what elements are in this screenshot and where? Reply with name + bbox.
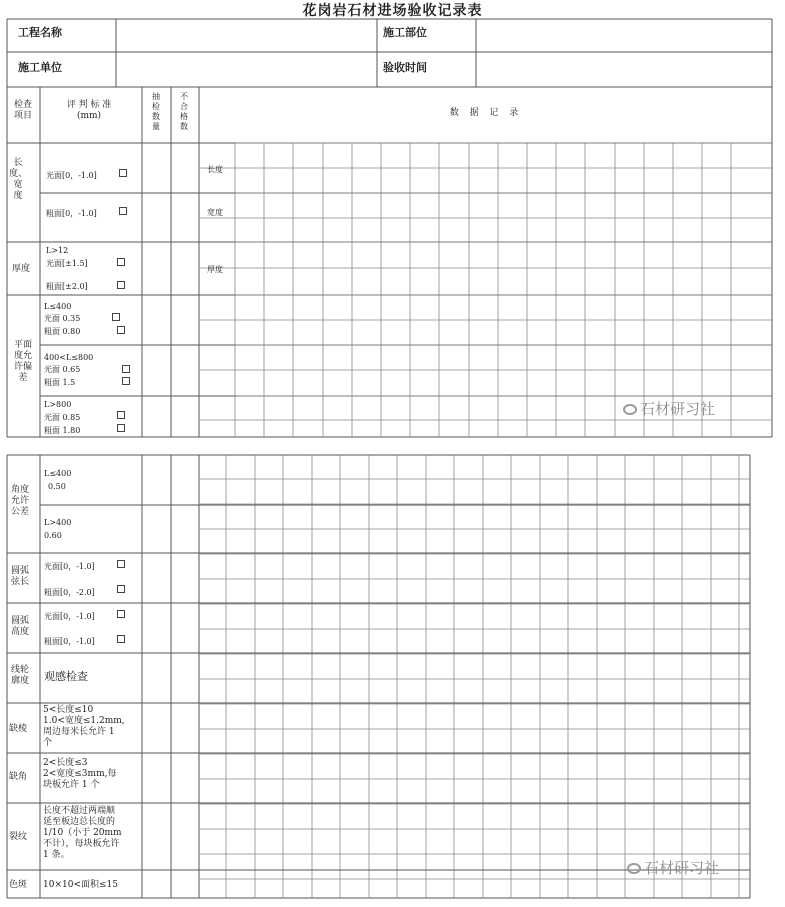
data-label-width: 宽度 [207,208,223,217]
criteria-thickness-head: L>12 [46,246,69,255]
checkbox-length-smooth[interactable] [119,169,127,177]
criteria-crack: 长度不超过两端顺 延至板边总长度的 1/10（小于 20mm 不计），每块板允许 1 条。 [43,806,122,860]
criteria-flatness-g2-smooth: 光面 0.65 [44,365,81,374]
construction-part-label: 施工部位 [383,26,427,39]
construction-unit-label: 施工单位 [18,61,62,74]
checkbox-arc-chord-rough[interactable] [117,585,125,593]
checkbox-thickness-smooth[interactable] [117,258,125,266]
criteria-corner-defect: 2<长度≤3 2<宽度≤3mm,每 块板允许 1 个 [43,758,117,790]
row-item-edge-defect: 缺棱 [9,724,28,734]
checkbox-flatness-g1-rough[interactable] [117,326,125,334]
column-header-sample-count: 抽 检 数 量 [152,92,160,131]
checkbox-flatness-g3-smooth[interactable] [117,411,125,419]
document-title: 花岗岩石材进场验收记录表 [302,3,483,19]
criteria-arc-height-smooth: 光面[0，-1.0] [44,612,95,621]
checkbox-thickness-rough[interactable] [117,281,125,289]
row-item-flatness: 平面 度允 许偏 差 [13,340,32,383]
row-item-profile: 线轮 廓度 [10,665,29,686]
criteria-flatness-g1-smooth: 光面 0.35 [44,314,81,323]
criteria-flatness-g3-head: L>800 [44,400,72,409]
criteria-profile: 观感检查 [44,670,88,683]
criteria-arc-chord-smooth: 光面[0，-1.0] [44,562,95,571]
row-item-length-width: 长 度、 宽 度 [9,158,28,201]
criteria-thickness-rough: 粗面[±2.0] [46,282,88,291]
criteria-length-smooth: 光面[0，-1.0] [46,171,97,180]
watermark-lower: 石材研习社 [627,857,719,878]
criteria-arc-chord-rough: 粗面[0，-2.0] [44,588,95,597]
criteria-flatness-g3-smooth: 光面 0.85 [44,413,81,422]
row-item-arc-height: 圆弧 高度 [10,616,29,637]
criteria-angle-g1-value: 0.50 [48,482,66,491]
criteria-flatness-g1-rough: 粗面 0.80 [44,327,81,336]
criteria-edge-defect: 5<长度≤10 1.0<宽度≤1.2mm, 周边每米长允许 1 个 [43,705,125,748]
column-header-fail-count: 不 合 格 数 [180,92,188,131]
row-item-crack: 裂纹 [9,832,28,842]
wechat-icon [627,863,641,874]
data-label-thickness: 厚度 [207,265,223,274]
criteria-angle-g1-head: L≤400 [44,469,72,478]
wechat-icon [623,404,637,415]
checkbox-arc-chord-smooth[interactable] [117,560,125,568]
checkbox-flatness-g1-smooth[interactable] [112,313,120,321]
checkbox-flatness-g2-rough[interactable] [122,377,130,385]
criteria-flatness-g1-head: L≤400 [44,302,72,311]
criteria-thickness-smooth: 光面[±1.5] [46,259,88,268]
inspection-time-label: 验收时间 [383,61,427,74]
criteria-angle-g2-head: L>400 [44,518,72,527]
column-header-data-record: 数 据 记 录 [449,108,523,118]
criteria-color-spot: 10×10<面积≤15 [43,880,118,890]
criteria-flatness-g2-rough: 粗面 1.5 [44,378,76,387]
row-item-color-spot: 色斑 [9,880,28,890]
project-name-label: 工程名称 [18,26,62,39]
criteria-flatness-g3-rough: 粗面 1.80 [44,426,81,435]
checkbox-flatness-g2-smooth[interactable] [122,365,130,373]
criteria-length-rough: 粗面[0，-1.0] [46,209,97,218]
checkbox-arc-height-smooth[interactable] [117,610,125,618]
criteria-arc-height-rough: 粗面[0，-1.0] [44,637,95,646]
row-item-arc-chord: 圆弧 弦长 [10,566,29,587]
data-label-length: 长度 [207,165,223,174]
checkbox-flatness-g3-rough[interactable] [117,424,125,432]
checkbox-arc-height-rough[interactable] [117,635,125,643]
column-header-item: 检查 项目 [13,100,32,121]
criteria-flatness-g2-head: 400<L≤800 [44,353,94,362]
watermark-upper: 石材研习社 [623,398,715,419]
row-item-angle: 角度 允许 公差 [10,485,29,517]
row-item-corner-defect: 缺角 [9,772,28,782]
row-item-thickness: 厚度 [12,264,31,274]
criteria-angle-g2-value: 0.60 [44,531,62,540]
column-header-criteria: 评 判 标 准 (mm) [66,100,112,121]
checkbox-length-rough[interactable] [119,207,127,215]
